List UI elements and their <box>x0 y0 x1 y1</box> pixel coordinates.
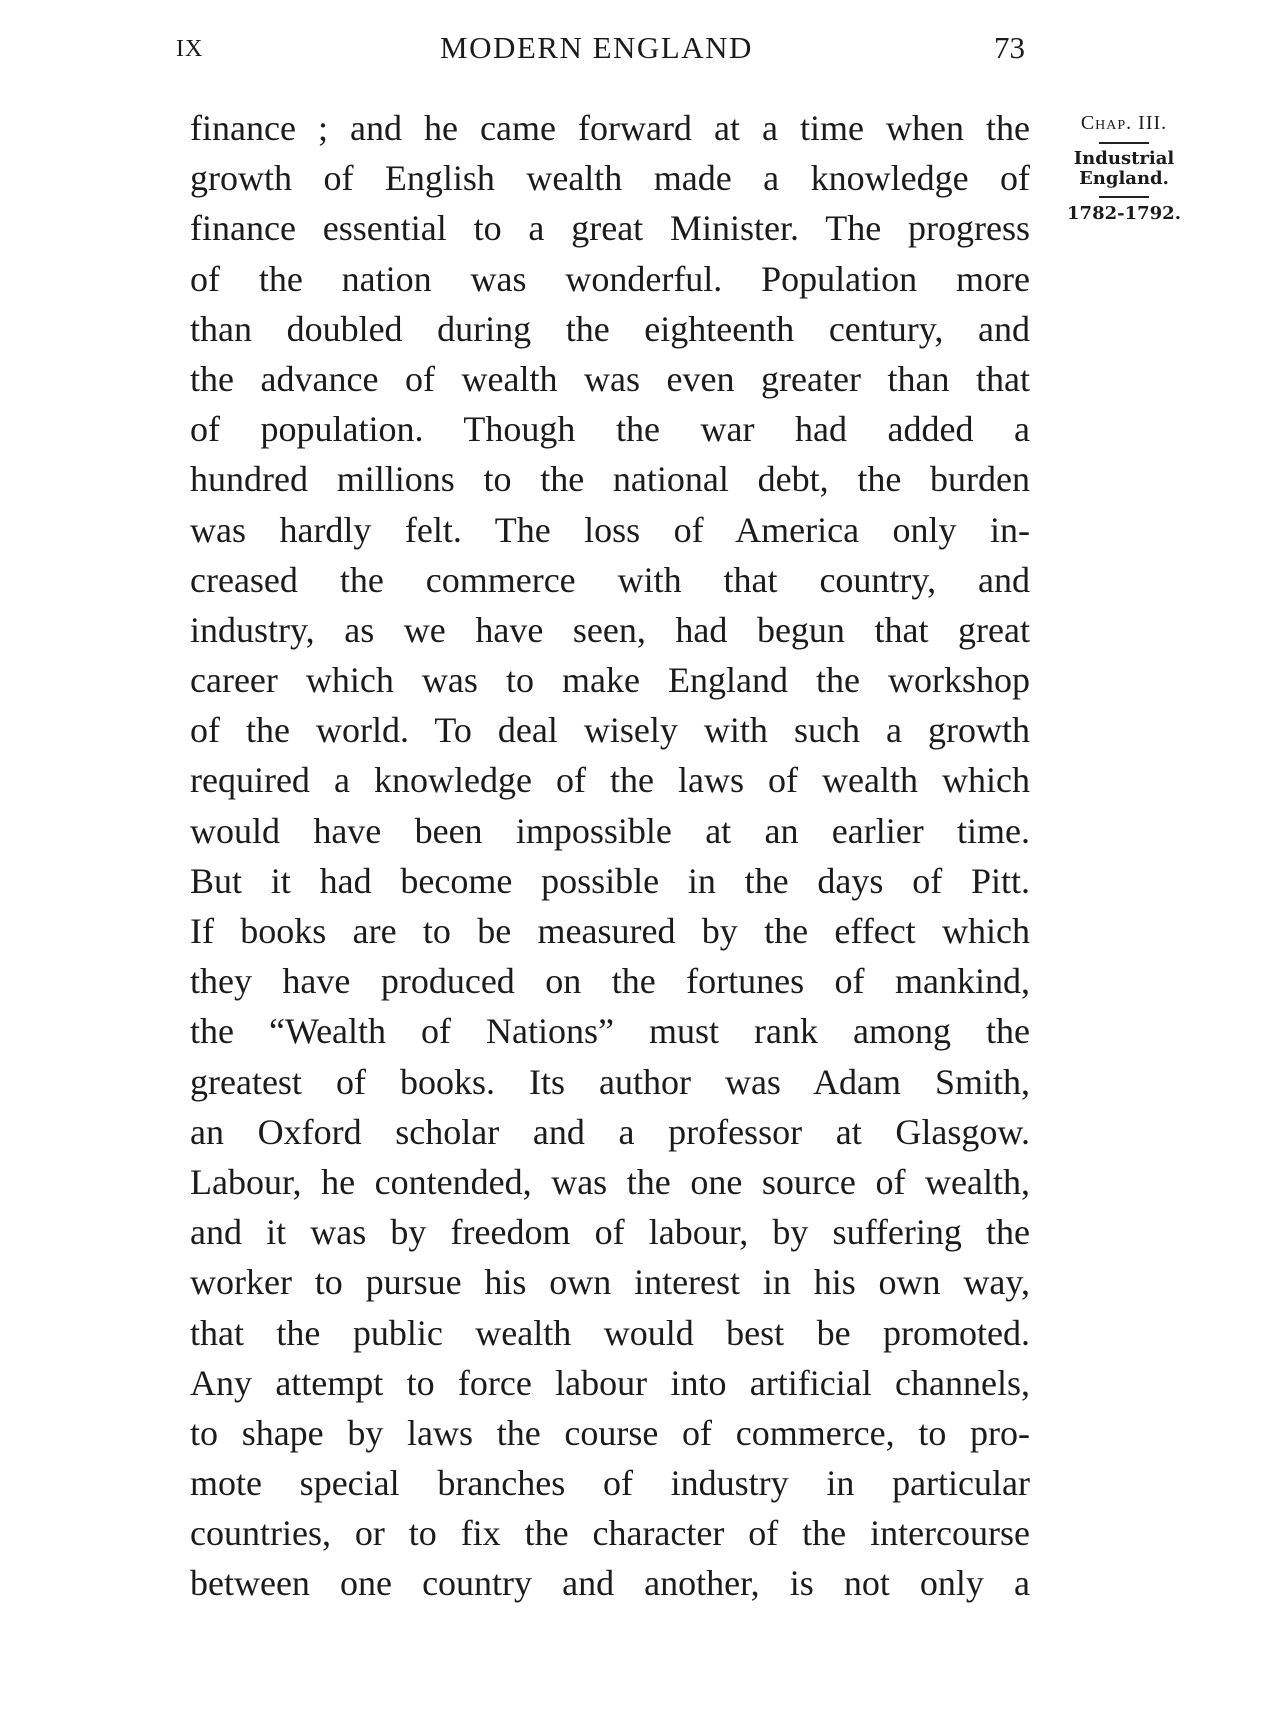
text-line: of population. Though the war had added a <box>190 409 1030 450</box>
text-line: career which was to make England the workshop <box>190 660 1030 701</box>
text-line: they have produced on the fortunes of mankind, <box>190 961 1030 1002</box>
text-line: the “Wealth of Nations” must rank among the <box>190 1011 1030 1052</box>
text-line: worker to pursue his own interest in his own way, <box>190 1262 1030 1303</box>
body-paragraph <box>190 103 1030 1609</box>
margin-rule <box>1099 196 1149 198</box>
text-line: between one country and another, is not only a <box>190 1563 1030 1604</box>
text-line: greatest of books. Its author was Adam Smith, <box>190 1061 1030 1102</box>
text-line: the advance of wealth was even greater than that <box>190 358 1030 399</box>
text-line: to shape by laws the course of commerce, to pro- <box>190 1412 1030 1453</box>
text-line: of the nation was wonderful. Population more <box>190 258 1030 299</box>
text-line: and it was by freedom of labour, by suffering the <box>190 1212 1030 1253</box>
text-line: would have been impossible at an earlier time. <box>190 810 1030 851</box>
text-line: industry, as we have seen, had begun that great <box>190 609 1030 650</box>
margin-topic-line-2: England. <box>1079 168 1169 189</box>
text-line: of the world. To deal wisely with such a growth <box>190 710 1030 751</box>
text-line: that the public wealth would best be promoted. <box>190 1312 1030 1353</box>
margin-chapter-label: Chap. III. <box>1080 112 1168 134</box>
text-line: was hardly felt. The loss of America only in- <box>190 509 1030 550</box>
text-line: required a knowledge of the laws of wealth which <box>190 760 1030 801</box>
page-number: 73 <box>994 30 1025 65</box>
text-line: creased the commerce with that country, and <box>190 559 1030 600</box>
running-header <box>0 26 1261 76</box>
text-line: mote special branches of industry in particular <box>190 1463 1030 1504</box>
text-line: finance ; and he came forward at a time when the <box>190 108 1030 148</box>
text-line: hundred millions to the national debt, the burden <box>190 459 1030 500</box>
text-line: If books are to be measured by the effect which <box>190 911 1030 951</box>
text-line: an Oxford scholar and a professor at Glasgow. <box>190 1111 1030 1152</box>
margin-dates: 1782-1792. <box>1067 203 1181 224</box>
text-line: But it had become possible in the days of Pitt. <box>190 860 1030 901</box>
chapter-numeral: IX <box>176 36 204 62</box>
margin-note <box>1050 112 1198 224</box>
text-line: finance essential to a great Minister. The progress <box>190 208 1030 249</box>
text-line: than doubled during the eighteenth century, and <box>190 308 1030 349</box>
text-line: countries, or to fix the character of the intercourse <box>190 1513 1030 1554</box>
text-line: growth of English wealth made a knowledge of <box>190 158 1030 199</box>
margin-topic-line-1: Industrial <box>1073 148 1175 169</box>
running-title: MODERN ENGLAND <box>440 30 753 65</box>
text-line: Labour, he contended, was the one source of wealth, <box>190 1161 1030 1202</box>
text-line: Any attempt to force labour into artificial channels, <box>190 1362 1030 1403</box>
margin-rule <box>1099 142 1149 144</box>
